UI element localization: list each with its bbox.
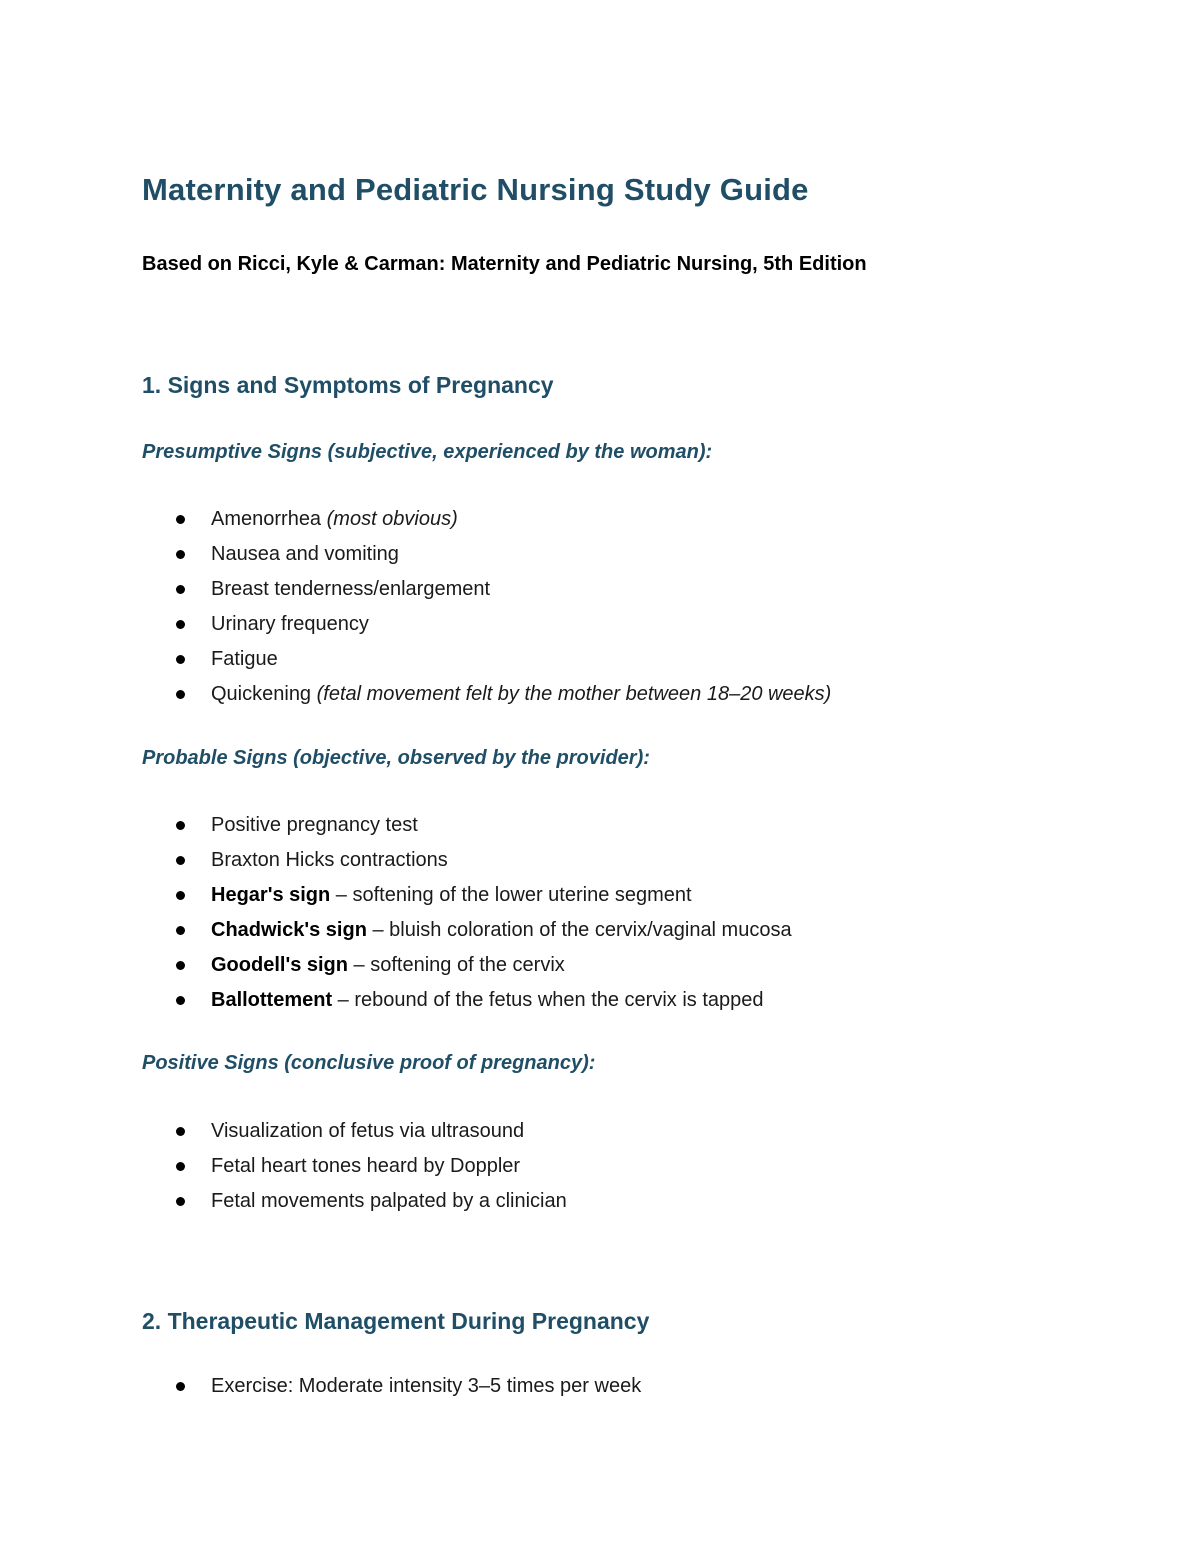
bullet-icon <box>176 856 185 865</box>
list-item-text <box>211 611 369 637</box>
bullet-icon <box>176 655 185 664</box>
bullet-icon <box>176 961 185 970</box>
bullet-icon <box>176 1382 185 1391</box>
list-item-text <box>211 952 565 978</box>
item-description: Fetal movements palpated by a clinician <box>211 1190 567 1212</box>
section-2-heading: 2. Therapeutic Management During Pregnancy <box>142 1308 650 1334</box>
bullet-icon <box>176 690 185 699</box>
list-item-text <box>211 847 448 873</box>
bullet-icon <box>176 1197 185 1206</box>
bullet-icon <box>176 996 185 1005</box>
item-description: Nausea and vomiting <box>211 543 399 565</box>
bullet-icon <box>176 620 185 629</box>
list-item-text <box>211 812 418 838</box>
presumptive-signs-heading: Presumptive Signs (subjective, experienced by the woman): <box>142 441 713 463</box>
item-description: Fetal heart tones heard by Doppler <box>211 1155 521 1177</box>
item-note: (most obvious) <box>326 508 458 530</box>
item-description: – softening of the lower uterine segment <box>330 884 692 906</box>
list-item-text <box>211 646 278 672</box>
item-description: Quickening <box>211 683 317 705</box>
sign-term: Goodell's sign <box>211 954 348 976</box>
bullet-icon <box>176 585 185 594</box>
item-description: Urinary frequency <box>211 613 369 635</box>
sign-term: Hegar's sign <box>211 884 331 906</box>
item-description: – bluish coloration of the cervix/vaginal mucosa <box>366 919 792 941</box>
bullet-icon <box>176 515 185 524</box>
bullet-icon <box>176 550 185 559</box>
list-item-text <box>211 576 490 602</box>
bullet-icon <box>176 1127 185 1136</box>
list-item-text <box>211 1153 520 1179</box>
item-description: Fatigue <box>211 648 278 670</box>
list-item-text <box>211 541 399 567</box>
list-item-text <box>211 506 458 532</box>
sign-term: Chadwick's sign <box>211 919 367 941</box>
bullet-icon <box>176 926 185 935</box>
item-description: – softening of the cervix <box>348 954 565 976</box>
document-title: Maternity and Pediatric Nursing Study Guide <box>142 172 809 207</box>
bullet-icon <box>176 821 185 830</box>
sign-term: Ballottement <box>211 989 333 1011</box>
bullet-icon <box>176 891 185 900</box>
item-note: (fetal movement felt by the mother between 18–20 weeks) <box>316 683 832 705</box>
probable-signs-heading: Probable Signs (objective, observed by the provider): <box>142 747 650 769</box>
item-description: Breast tenderness/enlargement <box>211 578 491 600</box>
list-item-text <box>211 681 831 707</box>
list-item-text <box>211 1188 567 1214</box>
list-item-text <box>211 882 692 908</box>
list-item-text <box>211 917 792 943</box>
item-description: Positive pregnancy test <box>211 814 418 836</box>
item-description: Visualization of fetus via ultrasound <box>211 1120 525 1142</box>
item-description: – rebound of the fetus when the cervix is tapped <box>332 989 764 1011</box>
item-description: Amenorrhea <box>211 508 327 530</box>
list-item-text <box>211 1373 641 1399</box>
list-item-text <box>211 987 764 1013</box>
section-1-heading: 1. Signs and Symptoms of Pregnancy <box>142 372 554 398</box>
item-description: Exercise: Moderate intensity 3–5 times per week <box>211 1375 642 1397</box>
positive-signs-heading: Positive Signs (conclusive proof of pregnancy): <box>142 1052 596 1074</box>
bullet-icon <box>176 1162 185 1171</box>
list-item-text <box>211 1118 524 1144</box>
item-description: Braxton Hicks contractions <box>211 849 448 871</box>
document-subtitle: Based on Ricci, Kyle & Carman: Maternity and Pediatric Nursing, 5th Edition <box>142 253 867 275</box>
